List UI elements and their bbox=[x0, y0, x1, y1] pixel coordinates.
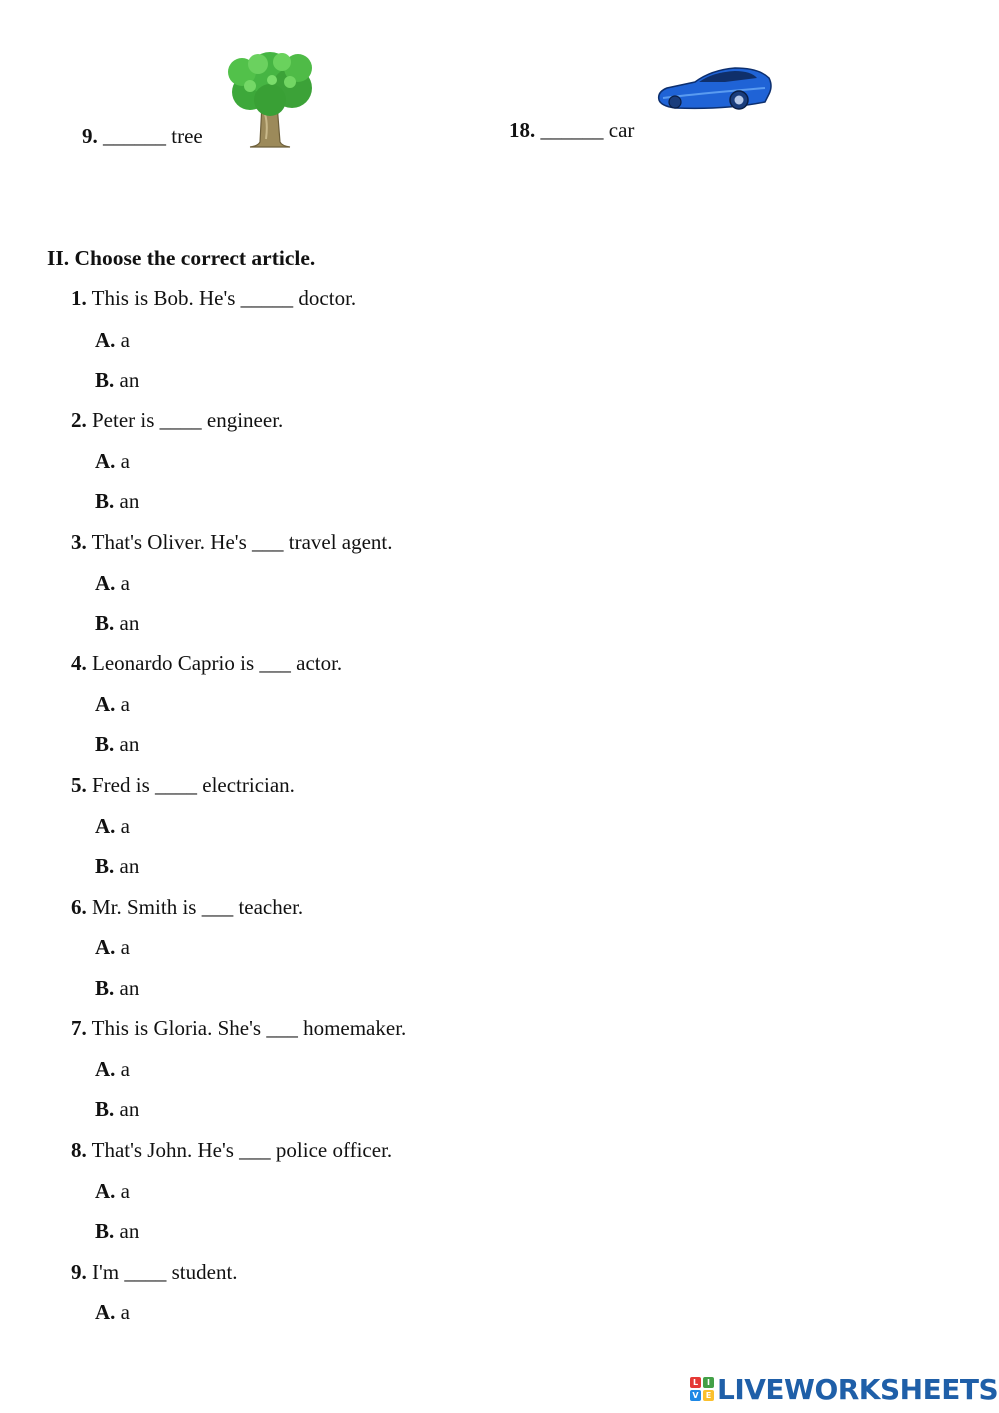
item-number: 18. bbox=[509, 118, 536, 142]
logo-block: I bbox=[703, 1377, 714, 1388]
option-text: an bbox=[114, 732, 140, 756]
item-number: 9. bbox=[82, 124, 98, 148]
question-number: 1. bbox=[71, 286, 87, 310]
option-b[interactable] bbox=[95, 854, 139, 879]
option-text: an bbox=[114, 611, 140, 635]
option-letter: B. bbox=[95, 976, 115, 1000]
option-text: a bbox=[115, 328, 130, 352]
option-b[interactable] bbox=[95, 611, 139, 636]
question-3 bbox=[71, 530, 393, 555]
option-letter: B. bbox=[95, 1219, 115, 1243]
option-b[interactable] bbox=[95, 368, 139, 393]
option-text: a bbox=[115, 692, 130, 716]
question-5 bbox=[71, 773, 295, 798]
liveworksheets-logo bbox=[690, 1372, 998, 1406]
question-number: 7. bbox=[71, 1016, 87, 1040]
question-number: 3. bbox=[71, 530, 87, 554]
option-a[interactable] bbox=[95, 1057, 130, 1082]
option-a[interactable] bbox=[95, 814, 130, 839]
option-letter: B. bbox=[95, 854, 115, 878]
logo-block: E bbox=[703, 1390, 714, 1401]
question-text: I'm ____ student. bbox=[86, 1260, 238, 1284]
question-text: Fred is ____ electrician. bbox=[86, 773, 295, 797]
option-b[interactable] bbox=[95, 976, 139, 1001]
option-letter: A. bbox=[95, 692, 116, 716]
tree-icon bbox=[220, 44, 320, 148]
question-7 bbox=[71, 1016, 406, 1041]
option-text: a bbox=[115, 814, 130, 838]
question-text: Mr. Smith is ___ teacher. bbox=[86, 895, 304, 919]
question-1 bbox=[71, 286, 356, 311]
logo-blocks-icon bbox=[690, 1377, 714, 1401]
logo-block: L bbox=[690, 1377, 701, 1388]
question-6 bbox=[71, 895, 303, 920]
option-b[interactable] bbox=[95, 489, 139, 514]
option-letter: B. bbox=[95, 489, 115, 513]
option-b[interactable] bbox=[95, 1097, 139, 1122]
option-letter: A. bbox=[95, 935, 116, 959]
item-text: ______ car bbox=[535, 118, 635, 142]
option-letter: A. bbox=[95, 1300, 116, 1324]
option-text: a bbox=[115, 571, 130, 595]
question-4 bbox=[71, 651, 342, 676]
question-text: Peter is ____ engineer. bbox=[86, 408, 284, 432]
option-letter: A. bbox=[95, 328, 116, 352]
question-2 bbox=[71, 408, 283, 433]
question-9 bbox=[71, 1260, 238, 1285]
option-letter: B. bbox=[95, 732, 115, 756]
question-number: 2. bbox=[71, 408, 87, 432]
item-text: ______ tree bbox=[97, 124, 203, 148]
option-text: a bbox=[115, 1300, 130, 1324]
option-text: a bbox=[115, 935, 130, 959]
option-text: a bbox=[115, 1179, 130, 1203]
option-b[interactable] bbox=[95, 1219, 139, 1244]
question-number: 6. bbox=[71, 895, 87, 919]
exercise-item-tree bbox=[82, 124, 203, 149]
question-text: That's John. He's ___ police officer. bbox=[86, 1138, 393, 1162]
option-text: an bbox=[114, 1097, 140, 1121]
question-text: This is Bob. He's _____ doctor. bbox=[86, 286, 357, 310]
option-b[interactable] bbox=[95, 732, 139, 757]
question-number: 9. bbox=[71, 1260, 87, 1284]
option-letter: B. bbox=[95, 611, 115, 635]
exercise-item-car bbox=[509, 118, 634, 143]
option-letter: A. bbox=[95, 1057, 116, 1081]
option-a[interactable] bbox=[95, 328, 130, 353]
question-text: This is Gloria. She's ___ homemaker. bbox=[86, 1016, 407, 1040]
option-text: an bbox=[114, 489, 140, 513]
option-letter: A. bbox=[95, 1179, 116, 1203]
option-letter: B. bbox=[95, 1097, 115, 1121]
option-letter: A. bbox=[95, 814, 116, 838]
option-a[interactable] bbox=[95, 1300, 130, 1325]
option-letter: A. bbox=[95, 571, 116, 595]
option-a[interactable] bbox=[95, 571, 130, 596]
option-text: a bbox=[115, 449, 130, 473]
option-a[interactable] bbox=[95, 1179, 130, 1204]
option-text: an bbox=[114, 1219, 140, 1243]
question-number: 8. bbox=[71, 1138, 87, 1162]
question-text: That's Oliver. He's ___ travel agent. bbox=[86, 530, 393, 554]
question-text: Leonardo Caprio is ___ actor. bbox=[86, 651, 343, 675]
option-letter: A. bbox=[95, 449, 116, 473]
section-title: II. Choose the correct article. bbox=[47, 246, 316, 270]
option-text: an bbox=[114, 368, 140, 392]
option-letter: B. bbox=[95, 368, 115, 392]
question-8 bbox=[71, 1138, 392, 1163]
option-a[interactable] bbox=[95, 935, 130, 960]
option-a[interactable] bbox=[95, 692, 130, 717]
option-text: an bbox=[114, 854, 140, 878]
question-number: 4. bbox=[71, 651, 87, 675]
option-a[interactable] bbox=[95, 449, 130, 474]
question-number: 5. bbox=[71, 773, 87, 797]
logo-block: V bbox=[690, 1390, 701, 1401]
car-icon bbox=[655, 64, 773, 116]
option-text: an bbox=[114, 976, 140, 1000]
option-text: a bbox=[115, 1057, 130, 1081]
logo-text: LIVEWORKSHEETS bbox=[717, 1372, 999, 1406]
